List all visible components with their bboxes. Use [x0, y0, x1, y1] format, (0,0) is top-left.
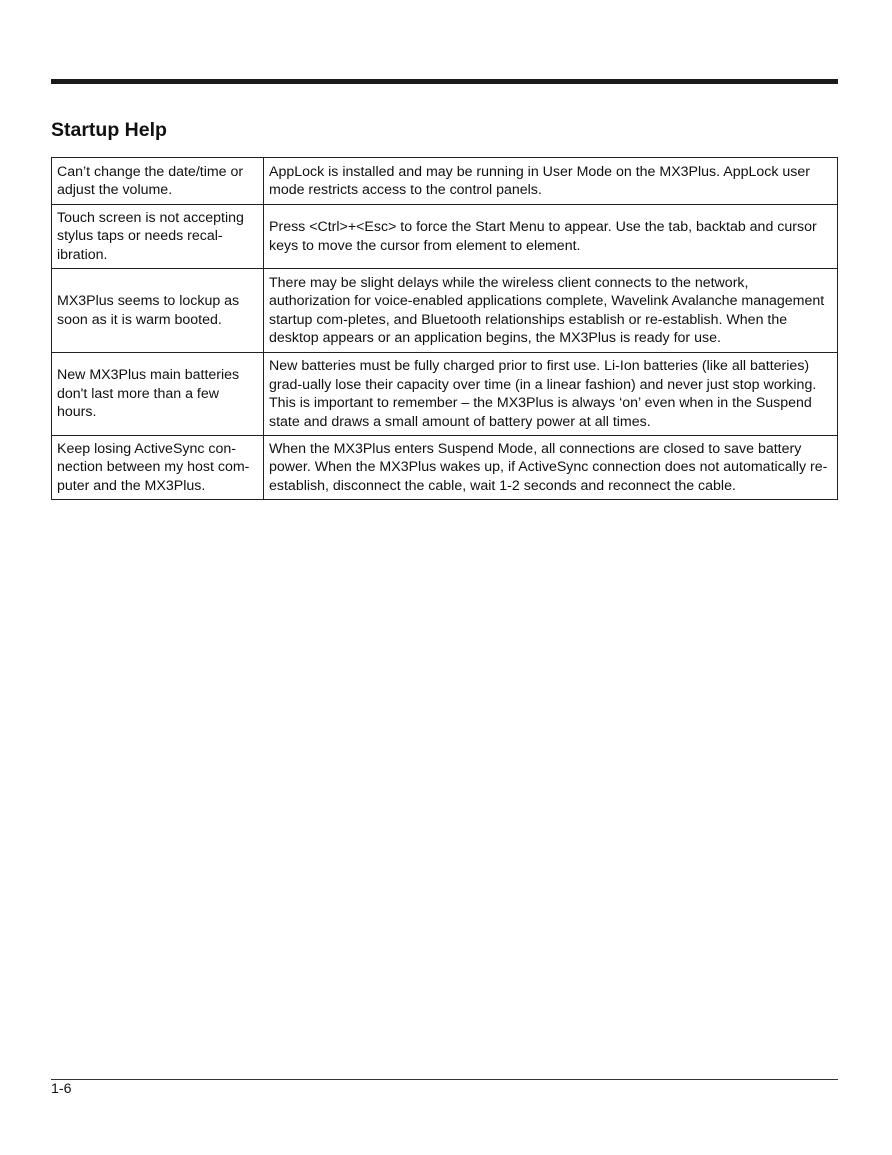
problem-cell: MX3Plus seems to lockup as soon as it is warm booted.	[52, 269, 264, 353]
footer-rule	[51, 1079, 838, 1080]
problem-cell: Can’t change the date/time or adjust the volume.	[52, 158, 264, 205]
header-rule	[51, 79, 838, 84]
solution-cell: There may be slight delays while the wireless client connects to the network, authorization for voice-enabled applications complete, Wavelink Avalanche management startup com-pletes, and Bluetooth relationships establish or re-establish. When the desktop appears or an application begins, the MX3Plus is ready for use.	[264, 269, 838, 353]
problem-cell: Touch screen is not accepting stylus taps or needs recal-ibration.	[52, 205, 264, 269]
solution-cell: New batteries must be fully charged prior to first use. Li-Ion batteries (like all batteries) grad-ually lose their capacity over time (in a linear fashion) and never just stop working. This is important to remember – the MX3Plus is always ‘on’ even when in the Suspend state and draws a small amount of battery power at all times.	[264, 353, 838, 436]
section-title: Startup Help	[51, 119, 167, 141]
startup-help-table	[51, 157, 838, 500]
table-row	[52, 436, 838, 500]
table-row	[52, 158, 838, 205]
solution-cell: Press <Ctrl>+<Esc> to force the Start Menu to appear. Use the tab, backtab and cursor keys to move the cursor from element to element.	[264, 205, 838, 269]
problem-cell: New MX3Plus main batteries don't last more than a few hours.	[52, 353, 264, 436]
solution-cell: When the MX3Plus enters Suspend Mode, all connections are closed to save battery power. When the MX3Plus wakes up, if ActiveSync connection does not automatically re-establish, disconnect the cable, wait 1-2 seconds and reconnect the cable.	[264, 436, 838, 500]
table-row	[52, 205, 838, 269]
problem-cell: Keep losing ActiveSync con-nection between my host com-puter and the MX3Plus.	[52, 436, 264, 500]
table-row	[52, 353, 838, 436]
page-number: 1-6	[51, 1081, 72, 1097]
solution-cell: AppLock is installed and may be running in User Mode on the MX3Plus. AppLock user mode restricts access to the control panels.	[264, 158, 838, 205]
table-row	[52, 269, 838, 353]
